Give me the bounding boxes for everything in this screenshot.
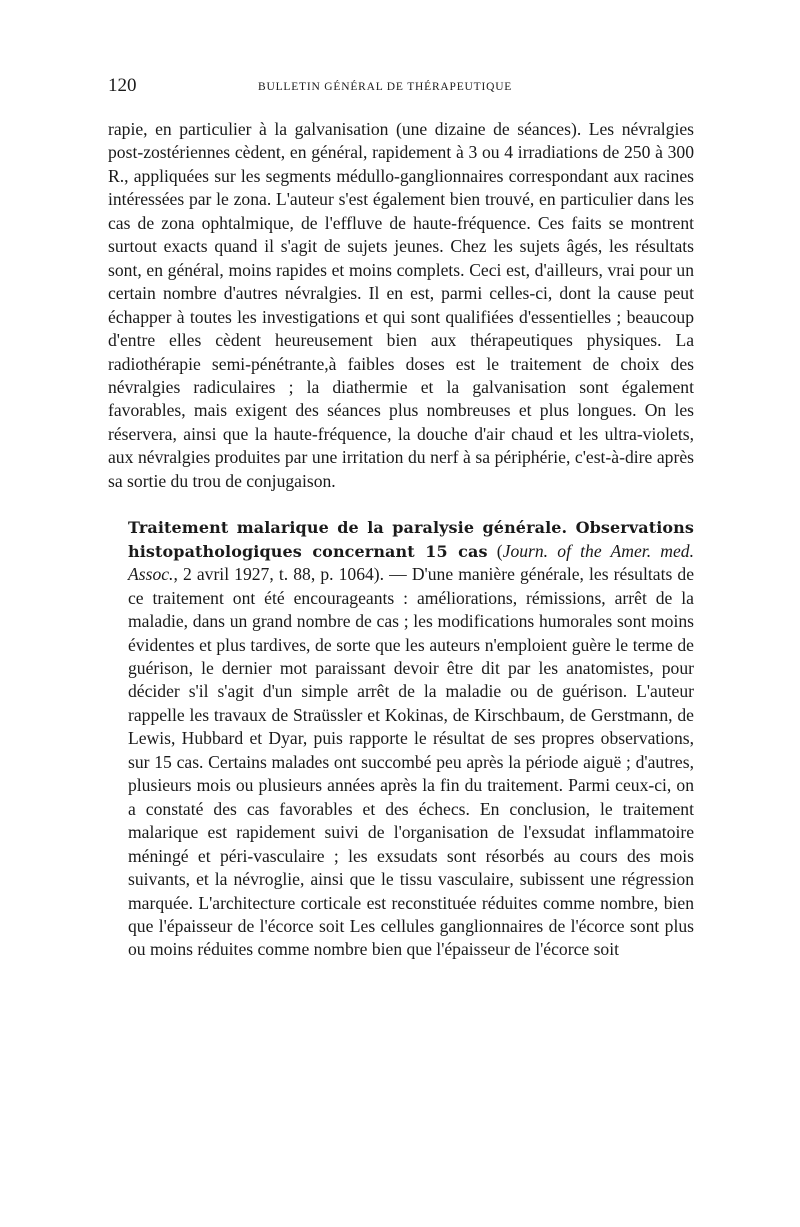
paragraph-continuation: rapie, en particulier à la galvanisation (une dizaine de séances). Les névralgies post-zostériennes cèdent, en général, rapidement à 3 ou 4 irradiations de 250 à 300 R., appliquées sur les segments médullo-ganglionnaires correspondant aux racines intéressées par le zona. L'auteur s'est également bien trouvé, en particulier dans les cas de zona ophtalmique, de l'effluve de haute-fréquence. Ces faits se montrent surtout exacts quand il s'agit de sujets jeunes. Chez les sujets âgés, les résultats sont, en général, moins rapides et moins complets. Ceci est, d'ailleurs, vrai pour un certain nombre d'autres névralgies. Il en est, parmi celles-ci, dont la cause peut échapper à toutes les investigations et qui sont qualifiées d'essentielles ; beaucoup d'entre elles cèdent heureusement bien aux thérapeutiques physiques. La radiothérapie semi-pénétrante,à faibles doses est le traitement de choix des névralgies radiculaires ; la diathermie et la galvanisation sont également favorables, mais exigent des séances plus nombreuses et plus longues. On les réservera, ainsi que la haute-fréquence, la douche d'air chaud et les ultra-violets, aux névralgies produites par une irritation du nerf à sa périphérie, c'est-à-dire après sa sortie du trou de conjugaison.: [108, 119, 694, 491]
page-number: 120: [108, 75, 137, 96]
journal-name: Journ. of the Amer. med. Assoc.: [128, 540, 695, 585]
article-paragraph: [108, 516, 694, 962]
article-title: Traitement malarique de la paralysie générale. Observations histopathologiques concernant 15 cas: [128, 518, 694, 561]
citation-details: , 2 avril 1927, t. 88, p. 1064).: [173, 564, 385, 585]
paragraph-spacer: [108, 493, 694, 516]
article-body: — D'une manière générale, les résultats de ce traitement ont été encourageants : améliorations, rémissions, arrêt de la maladie, dans un grand nombre de cas ; les modifications humorales sont moins évidentes et plus tardives, de sorte que les auteurs n'emploient guère le terme de guérison, le dernier mot paraissant devoir être dit par les anatomistes, pour décider s'il s'agit d'un simple arrêt de la maladie ou de guérison. L'auteur rappelle les travaux de Straüssler et Kokinas, de Kirschbaum, de Gerstmann, de Lewis, Hubbard et Dyar, puis rapporte le résultat de ses propres observations, sur 15 cas. Certains malades ont succombé peu après la période aiguë ; d'autres, plusieurs mois ou plusieurs années après la fin du traitement. Parmi ceux-ci, on a constaté des cas favorables et des échecs. En conclusion, le traitement malarique est rapidement suivi de l'organisation de l'exsudat inflammatoire méningé et péri-vasculaire ; les exsudats sont résorbés au cours des mois suivants, et la névroglie, ainsi que le tissu vasculaire, subissent une régression marquée. L'architecture corticale est reconstituée réduites comme nombre, bien que l'épaisseur de l'écorce soit Les cellules ganglionnaires de l'écorce sont plus ou moins réduites comme nombre bien que l'épaisseur de l'écorce soit: [128, 564, 695, 960]
citation-open: (: [487, 540, 503, 561]
page-header: [108, 74, 693, 100]
running-title: BULLETIN GÉNÉRAL DE THÉRAPEUTIQUE: [258, 81, 513, 93]
body-text: [108, 118, 694, 962]
